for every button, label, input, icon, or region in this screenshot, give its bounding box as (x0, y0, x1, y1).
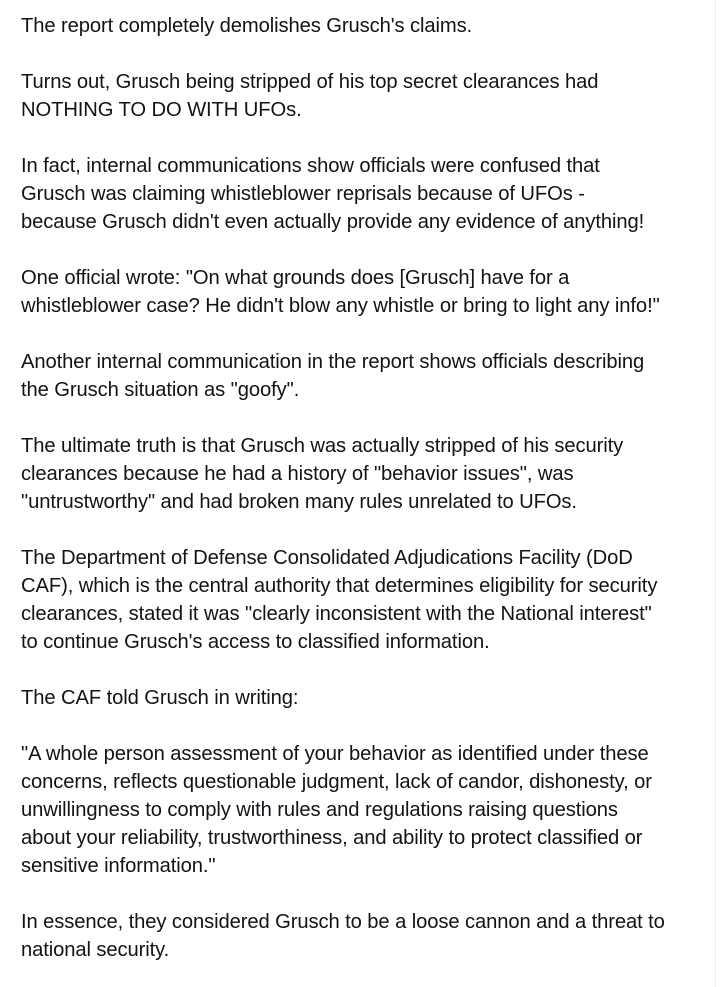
post-paragraph: The Department of Defense Consolidated Adjudications Facility (DoD CAF), which is the central authority that determines eligibility for security clearances, stated it was "clearly inconsistent with the National interest" to continue Grusch's access to classified information. (21, 547, 658, 653)
post-paragraph: "A whole person assessment of your behavior as identified under these concerns, reflects questionable judgment, lack of candor, dishonesty, or unwillingness to comply with rules and regulations raising questions about your reliability, trustworthiness, and ability to protect classified or sensitive information." (21, 743, 652, 877)
post-paragraph: Another internal communication in the report shows officials describing the Grusch situation as "goofy". (21, 351, 645, 401)
post-text (21, 12, 701, 964)
post-paragraph: Turns out, Grusch being stripped of his top secret clearances had NOTHING TO DO WITH UFOs. (21, 71, 599, 121)
post-paragraph: One official wrote: "On what grounds does [Grusch] have for a whistleblower case? He didn't blow any whistle or bring to light any info!" (21, 267, 660, 317)
post-paragraph: The ultimate truth is that Grusch was actually stripped of his security clearances because he had a history of "behavior issues", was "untrustworthy" and had broken many rules unrelated to UFOs. (21, 435, 624, 513)
post-paragraph: The report completely demolishes Grusch's claims. (21, 15, 473, 37)
post-paragraph: The CAF told Grusch in writing: (21, 687, 299, 709)
post-paragraph: In essence, they considered Grusch to be a loose cannon and a threat to national security. (21, 911, 665, 961)
post-paragraph: In fact, internal communications show officials were confused that Grusch was claiming whistleblower reprisals because of UFOs - because Grusch didn't even actually provide any evidence of anything! (21, 155, 645, 233)
